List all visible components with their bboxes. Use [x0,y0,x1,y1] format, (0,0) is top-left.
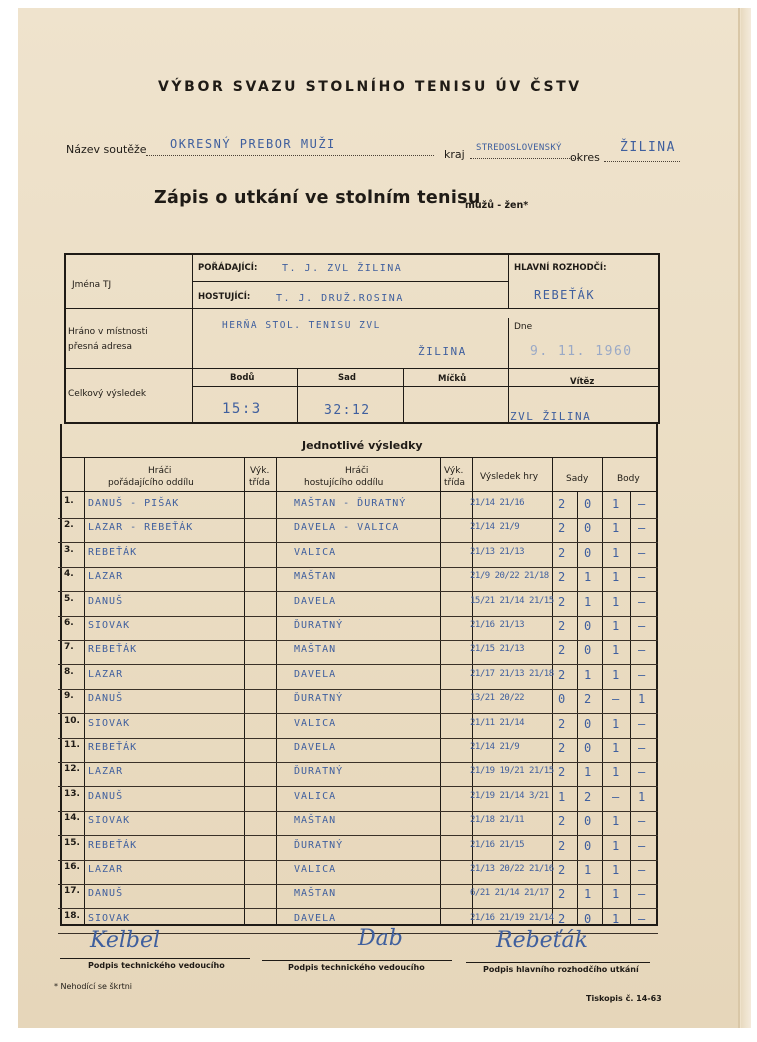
points-home: — [612,789,620,804]
guest-player: DAVELA [294,912,337,924]
row-number: 18. [64,910,80,921]
table-row [58,639,658,665]
home-player: LAZAR [88,668,124,680]
points-guest: — [638,521,646,536]
home-player: SIOVAK [88,815,131,827]
col-guest-header-2: hostujícího oddílu [304,478,384,488]
sets-home: 2 [558,643,566,658]
home-player: LAZAR [88,766,124,778]
sets-guest: 0 [584,619,592,633]
table-row [58,835,658,861]
home-player: DANUŠ [88,595,124,607]
home-player: DANUŠ - PIŠAK [88,498,180,509]
points-guest: — [638,716,646,731]
points-home: 1 [612,497,620,511]
sets-guest: 0 [584,643,592,658]
table-row [58,615,658,641]
table-row [58,688,658,714]
col-class-header-guest-2: třída [444,478,465,488]
sets-home: 2 [558,887,566,902]
guest-player: ĎURATNÝ [294,766,344,778]
guest-player: MAŠTAN [294,888,337,900]
signature-2: Dab [358,926,403,951]
venue-value-2: ŽILINA [418,345,467,358]
region-label: kraj [444,148,465,161]
sets-home: 2 [558,545,566,560]
row-number: 8. [64,666,74,677]
points-label: Bodů [230,373,255,383]
row-number: 3. [64,544,74,555]
row-number: 12. [64,764,80,775]
table-row [58,859,658,885]
organizer-label: POŘÁDAJÍCÍ: [198,263,258,273]
sets-home: 2 [558,594,566,609]
col-sets-header: Sady [566,474,589,484]
game-score: 6/21 21/14 21/17 [470,888,549,899]
region-value: STREDOSLOVENSKÝ [476,143,562,153]
sets-guest: 0 [584,814,592,829]
date-label: Dne [514,322,533,332]
organizer-value: T. J. ZVL ŽILINA [282,263,403,274]
sets-guest: 1 [584,667,592,682]
row-number: 9. [64,691,74,702]
table-row [58,883,658,909]
sets-guest: 0 [584,741,592,755]
game-score: 21/13 20/22 21/16 [470,864,554,874]
guest-player: DAVELA [294,595,337,607]
points-guest: — [638,619,646,633]
venue-value-1: HERŇA STOL. TENISU ZVL [222,320,381,331]
row-number: 4. [64,569,74,580]
points-guest: — [638,863,646,877]
sets-home: 2 [558,570,566,585]
sets-guest: 0 [584,716,592,731]
game-score: 21/17 21/13 21/18 [470,668,554,679]
home-player: REBEŤÁK [88,644,138,656]
referee-value: REBEŤÁK [534,288,596,302]
row-number: 6. [64,618,74,628]
points-guest: — [638,594,646,609]
points-home: 1 [612,619,620,633]
sets-guest: 0 [584,545,592,560]
row-number: 1. [64,496,74,506]
col-class-header-2: třída [249,478,270,488]
guest-player: MAŠTAN [294,815,337,827]
sets-guest: 1 [584,570,592,585]
competition-value: OKRESNÝ PREBOR MUŽI [170,137,336,151]
home-player: REBEŤÁK [88,742,138,753]
col-class-header-1: Výk. [250,466,270,476]
game-score: 21/16 21/19 21/14 [470,912,554,923]
game-score: 21/19 21/14 3/21 [470,790,549,801]
district-label: okres [570,151,600,164]
points-home: 1 [612,667,620,682]
signature-1: Kelbel [90,928,161,953]
points-value: 15:3 [222,401,262,417]
sets-home: 2 [558,716,566,731]
home-player: SIOVAK [88,717,131,729]
venue-label-1: Hráno v místnosti [68,327,148,337]
table-row [58,786,658,812]
points-guest: — [638,741,646,755]
points-home: 1 [612,716,620,731]
game-score: 21/14 21/9 [470,742,520,752]
sets-home: 2 [558,521,566,536]
sets-guest: 1 [584,594,592,609]
category-label: mužů - žen* [465,200,529,211]
row-number: 17. [64,886,80,897]
signature-1-caption: Podpis technického vedoucího [88,961,225,970]
points-home: 1 [612,911,620,926]
row-number: 10. [64,715,80,726]
paper-edge [741,8,751,1028]
points-guest: 1 [638,692,646,707]
home-player: DANUŠ [88,790,124,802]
district-value: ŽILINA [620,140,676,155]
table-row [58,761,658,787]
guest-player: VALICA [294,546,337,558]
game-score: 21/18 21/11 [470,815,525,826]
points-home: 1 [612,863,620,877]
winner-label: Vítěz [570,377,595,387]
game-score: 21/11 21/14 [470,717,525,728]
points-home: 1 [612,887,620,902]
row-number: 14. [64,813,80,824]
sets-home: 0 [558,692,566,707]
guest-player: DAVELA - VALICA [294,522,400,534]
points-home: 1 [612,643,620,658]
sets-home: 2 [558,667,566,682]
game-score: 21/9 20/22 21/18 [470,571,549,582]
clubs-label: Jména TJ [72,280,112,290]
col-guest-header-1: Hráči [345,466,369,476]
home-player: SIOVAK [88,620,131,631]
results-title: Jednotlivé výsledky [302,439,423,452]
home-player: LAZAR - REBEŤÁK [88,522,194,534]
row-number: 15. [64,837,80,848]
points-guest: — [638,545,646,560]
sets-value: 32:12 [324,403,371,418]
game-score: 21/19 19/21 21/15 [470,766,554,777]
guest-player: ĎURATNÝ [294,620,344,631]
signature-2-caption: Podpis technického vedoucího [288,963,425,972]
sets-home: 2 [558,497,566,511]
sets-home: 1 [558,789,566,804]
col-score-header: Výsledek hry [480,472,539,482]
home-player: SIOVAK [88,912,131,924]
sets-guest: 0 [584,838,592,853]
home-player: DANUŠ [88,888,124,900]
points-home: 1 [612,765,620,780]
guest-player: DAVELA [294,742,337,753]
points-guest: — [638,765,646,780]
game-score: 21/16 21/15 [470,839,525,850]
points-guest: — [638,887,646,902]
balls-label: Míčků [438,374,467,384]
table-row [58,566,658,592]
sheet-subtitle: Zápis o utkání ve stolním tenisu [154,188,481,208]
game-score: 15/21 21/14 21/15 [470,595,554,606]
sets-guest: 1 [584,887,592,902]
date-value: 9. 11. 1960 [530,344,633,359]
result-label: Celkový výsledek [68,389,147,399]
table-row [58,542,658,568]
sets-home: 2 [558,838,566,853]
guest-player: VALICA [294,717,337,729]
guest-player: ĎURATNÝ [294,693,344,705]
home-player: DANUŠ [88,693,124,705]
home-player: REBEŤÁK [88,839,138,851]
guest-player: DAVELA [294,668,337,680]
sets-guest: 1 [584,863,592,877]
points-guest: 1 [638,789,646,804]
guest-player: MAŠTAN [294,571,337,583]
guest-label: HOSTUJÍCÍ: [198,292,251,302]
game-score: 21/16 21/13 [470,620,525,630]
points-guest: — [638,497,646,511]
sets-guest: 0 [584,497,592,511]
sets-guest: 2 [584,789,592,804]
row-number: 7. [64,642,74,653]
game-score: 21/14 21/9 [470,522,520,533]
points-guest: — [638,911,646,926]
game-score: 21/15 21/13 [470,644,525,655]
points-home: 1 [612,814,620,829]
guest-player: VALICA [294,790,337,802]
sets-home: 2 [558,814,566,829]
points-home: 1 [612,838,620,853]
guest-player: MAŠTAN - ĎURATNÝ [294,498,407,509]
row-number: 5. [64,593,74,604]
points-guest: — [638,667,646,682]
guest-value: T. J. DRUŽ.ROSINA [276,293,404,304]
guest-player: ĎURATNÝ [294,839,344,851]
game-score: 21/14 21/16 [470,498,525,508]
points-guest: — [638,643,646,658]
row-number: 13. [64,788,80,799]
guest-player: MAŠTAN [294,644,337,656]
sets-home: 2 [558,619,566,633]
row-number: 2. [64,520,74,531]
points-home: 1 [612,570,620,585]
points-guest: — [638,570,646,585]
sets-guest: 0 [584,911,592,926]
table-row [58,517,658,543]
sets-guest: 2 [584,692,592,707]
table-row [58,737,658,763]
signature-3-caption: Podpis hlavního rozhodčího utkání [483,965,639,974]
game-score: 13/21 20/22 [470,693,525,704]
points-home: 1 [612,545,620,560]
sets-home: 2 [558,911,566,926]
sets-home: 2 [558,863,566,877]
col-class-header-guest-1: Výk. [444,466,464,476]
col-home-header-2: pořádajícího oddílu [108,478,194,488]
form-number: Tiskopis č. 14-63 [586,994,662,1003]
table-row [58,591,658,617]
col-points-header: Body [617,474,640,484]
home-player: REBEŤÁK [88,546,138,558]
referee-label: HLAVNÍ ROZHODČÍ: [514,263,607,273]
row-number: 11. [64,740,80,750]
col-home-header-1: Hráči [148,466,172,476]
table-row [58,810,658,836]
home-player: LAZAR [88,571,124,583]
sets-home: 2 [558,765,566,780]
points-home: 1 [612,741,620,755]
points-home: — [612,692,620,707]
home-player: LAZAR [88,864,124,875]
sets-label: Sad [338,373,356,383]
points-home: 1 [612,594,620,609]
row-number: 16. [64,862,80,872]
guest-player: VALICA [294,864,337,875]
match-info-table [64,253,660,424]
game-score: 21/13 21/13 [470,546,525,557]
sets-home: 2 [558,741,566,755]
points-guest: — [638,838,646,853]
venue-label-2: přesná adresa [68,342,132,352]
footer-note: * Nehodící se škrtni [54,982,133,991]
winner-value: ZVL ŽILINA [510,410,592,423]
table-row [58,713,658,739]
sets-guest: 1 [584,765,592,780]
signature-3: Rebeťák [496,928,588,953]
points-guest: — [638,814,646,829]
points-home: 1 [612,521,620,536]
sets-guest: 0 [584,521,592,536]
table-row [58,493,658,519]
table-row [58,664,658,690]
form-title: VÝBOR SVAZU STOLNÍHO TENISU ÚV ČSTV [158,79,582,95]
competition-label: Název soutěže [66,143,147,156]
